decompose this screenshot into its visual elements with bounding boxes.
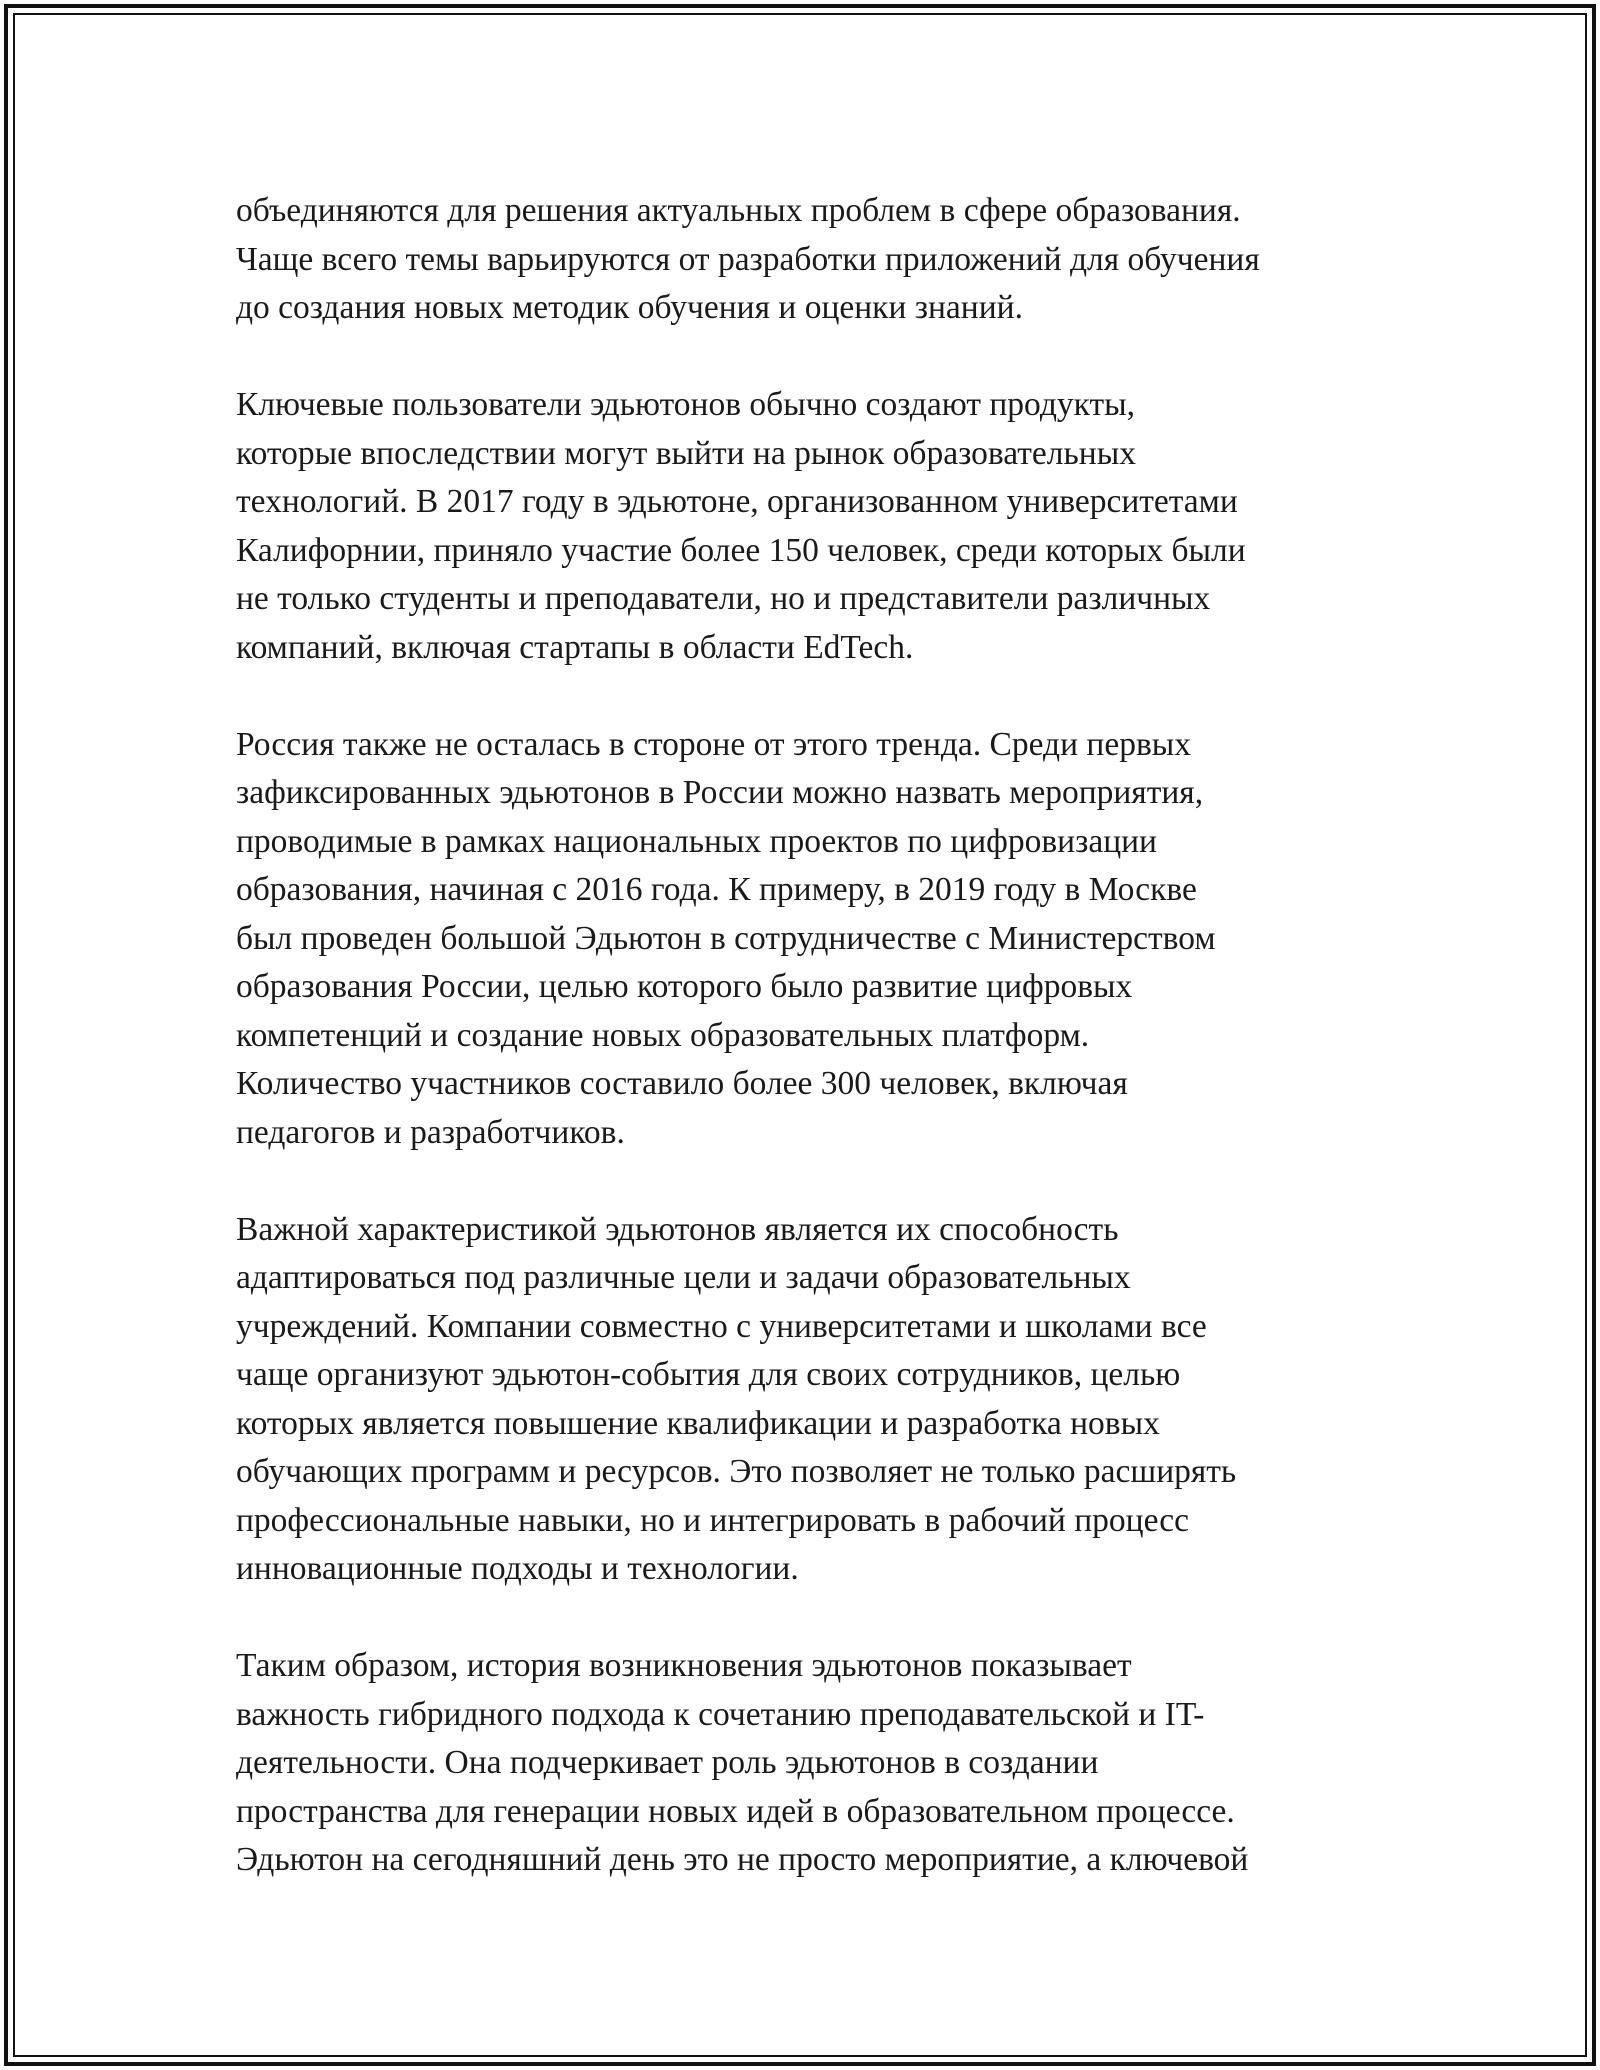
text-line: объединяются для решения актуальных проблем в сфере образования.: [236, 192, 1241, 229]
text-line: адаптироваться под различные цели и задачи образовательных: [236, 1259, 1131, 1296]
text-line: важность гибридного подхода к сочетанию преподавательской и IT-: [236, 1695, 1205, 1733]
text-line: Чаще всего темы варьируются от разработки приложений для обучения: [236, 240, 1260, 278]
text-line: Таким образом, история возникновения эдьютонов показывает: [236, 1647, 1132, 1684]
text-line: которых является повышение квалификации и разработка новых: [236, 1404, 1160, 1442]
text-line: образования, начиная с 2016 года. К примеру, в 2019 году в Москве: [236, 871, 1197, 908]
text-line: Эдьютон на сегодняшний день это не просто мероприятие, а ключевой: [236, 1841, 1249, 1878]
text-line: не только студенты и преподаватели, но и представители различных: [236, 580, 1211, 617]
paragraph: [236, 1206, 1376, 1594]
text-line: проводимые в рамках национальных проектов по цифровизации: [236, 822, 1157, 860]
text-line: которые впоследствии могут выйти на рынок образовательных: [236, 434, 1136, 472]
text-line: был проведен большой Эдьютон в сотрудничестве с Министерством: [236, 919, 1216, 957]
paragraph: [236, 381, 1376, 672]
text-line: Важной характеристикой эдьютонов является их способность: [236, 1210, 1119, 1248]
text-line: технологий. В 2017 году в эдьютоне, организованном университетами: [236, 483, 1238, 520]
paragraph: [236, 1642, 1376, 1885]
text-line: пространства для генерации новых идей в образовательном процессе.: [236, 1792, 1235, 1830]
text-line: образования России, целью которого было развитие цифровых: [236, 968, 1133, 1005]
text-line: Ключевые пользователи эдьютонов обычно создают продукты,: [236, 386, 1135, 423]
text-line: чаще организуют эдьютон-события для своих сотрудников, целью: [236, 1356, 1181, 1393]
text-line: профессиональные навыки, но и интегрировать в рабочий процесс: [236, 1501, 1190, 1539]
text-line: компетенций и создание новых образовательных платформ.: [236, 1016, 1090, 1054]
text-line: обучающих программ и ресурсов. Это позволяет не только расширять: [236, 1453, 1237, 1490]
paragraph: [236, 187, 1376, 333]
text-line: зафиксированных эдьютонов в России можно назвать мероприятия,: [236, 774, 1204, 811]
paragraph: [236, 721, 1376, 1158]
text-line: компаний, включая стартапы в области EdTech.: [236, 628, 914, 666]
text-line: до создания новых методик обучения и оценки знаний.: [236, 289, 1023, 326]
text-line: Россия также не осталась в стороне от этого тренда. Среди первых: [236, 725, 1192, 763]
text-line: учреждений. Компании совместно с университетами и школами все: [236, 1307, 1207, 1345]
document-body: [236, 187, 1376, 1885]
text-line: Калифорнии, приняло участие более 150 человек, среди которых были: [236, 531, 1246, 569]
text-line: педагогов и разработчиков.: [236, 1113, 625, 1151]
text-line: деятельности. Она подчеркивает роль эдьютонов в создании: [236, 1744, 1099, 1781]
text-line: инновационные подходы и технологии.: [236, 1550, 799, 1587]
text-line: Количество участников составило более 300 человек, включая: [236, 1065, 1128, 1102]
